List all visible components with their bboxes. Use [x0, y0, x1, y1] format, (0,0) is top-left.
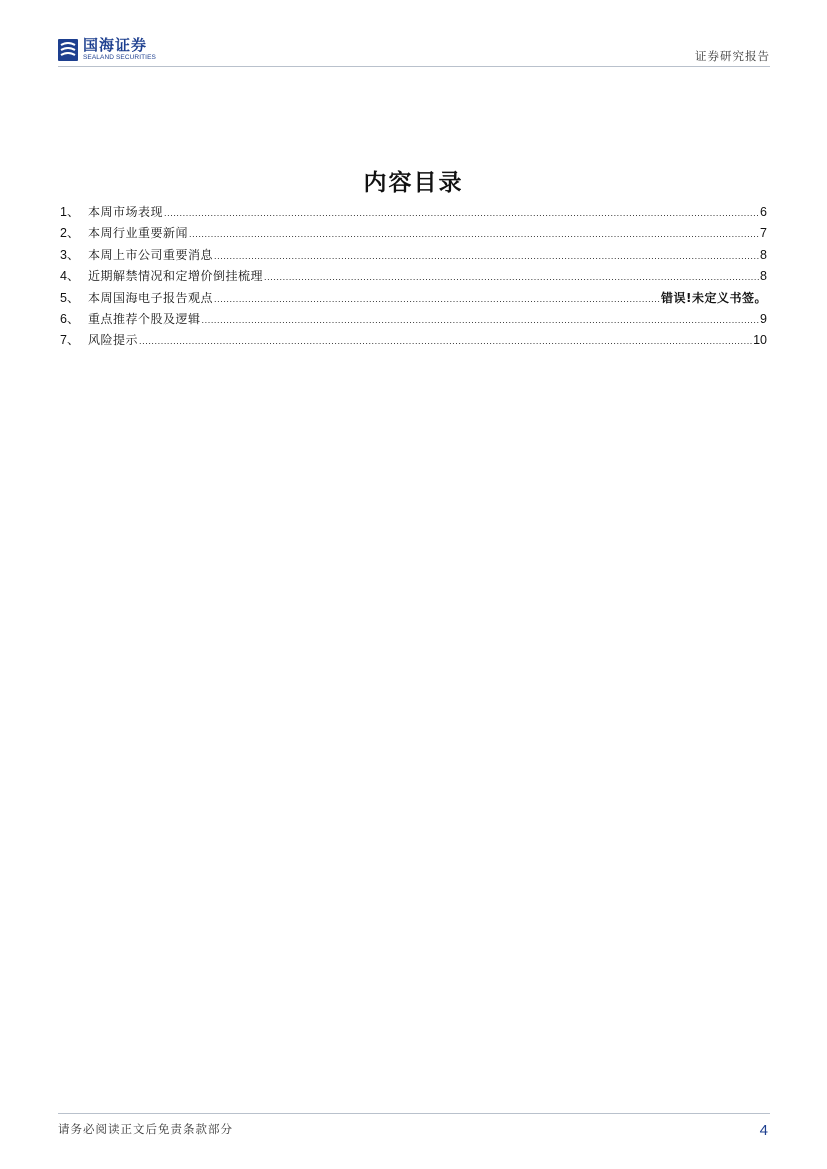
- page-header: [58, 36, 770, 67]
- toc-entry[interactable]: [60, 266, 767, 287]
- toc-entry[interactable]: [60, 288, 767, 309]
- toc-entry-number: 5、: [60, 290, 80, 305]
- toc-entry-label: 重点推荐个股及逻辑: [88, 311, 201, 326]
- page-footer: [58, 1113, 770, 1144]
- toc-entry-number: 4、: [60, 269, 80, 284]
- toc-entry-page: 8: [760, 269, 767, 284]
- sealand-logo: [58, 36, 156, 64]
- toc-entry-label: 本周国海电子报告观点: [88, 290, 214, 305]
- disclaimer-note: 请务必阅读正文后免责条款部分: [58, 1122, 233, 1136]
- toc-dot-leader: [189, 224, 759, 245]
- logo-chinese-name: 国海证券: [83, 36, 148, 55]
- toc-entry-page: 6: [760, 205, 767, 219]
- toc-entry-number: 1、: [60, 205, 80, 219]
- toc-entry-number: 3、: [60, 247, 80, 262]
- page-number: 4: [759, 1122, 768, 1139]
- toc-dot-leader: [202, 310, 760, 331]
- toc-entry-number: 2、: [60, 226, 80, 241]
- toc-entry-page: 10: [753, 333, 767, 348]
- toc-dot-leader: [214, 289, 660, 310]
- toc-entry[interactable]: [60, 330, 767, 351]
- toc-entry-label: 本周上市公司重要消息: [88, 247, 214, 262]
- toc-entry-page: 7: [760, 226, 767, 241]
- table-of-contents: [60, 202, 767, 352]
- toc-entry-label: 本周行业重要新闻: [88, 226, 189, 241]
- toc-entry-number: 6、: [60, 311, 80, 326]
- toc-dot-leader: [164, 203, 759, 224]
- report-type-label: 证券研究报告: [695, 49, 770, 63]
- logo-english-name: SEALAND SECURITIES: [83, 54, 156, 62]
- toc-title: 内容目录: [363, 170, 464, 196]
- toc-entry[interactable]: [60, 223, 767, 244]
- toc-entry[interactable]: [60, 245, 767, 266]
- toc-entry-page: 8: [760, 247, 767, 262]
- toc-entry-label: 本周市场表现: [88, 205, 164, 219]
- toc-entry[interactable]: [60, 202, 767, 223]
- toc-entry-number: 7、: [60, 333, 80, 348]
- toc-dot-leader: [214, 246, 759, 267]
- toc-entry-label: 风险提示: [88, 333, 139, 348]
- sealand-logo-icon: [58, 39, 78, 61]
- toc-dot-leader: [139, 331, 752, 352]
- toc-dot-leader: [264, 267, 759, 288]
- toc-entry-bookmark-error: 错误!未定义书签。: [661, 290, 767, 305]
- toc-entry-page: 9: [760, 311, 767, 326]
- toc-entry[interactable]: [60, 309, 767, 330]
- toc-entry-label: 近期解禁情况和定增价倒挂梳理: [88, 269, 264, 284]
